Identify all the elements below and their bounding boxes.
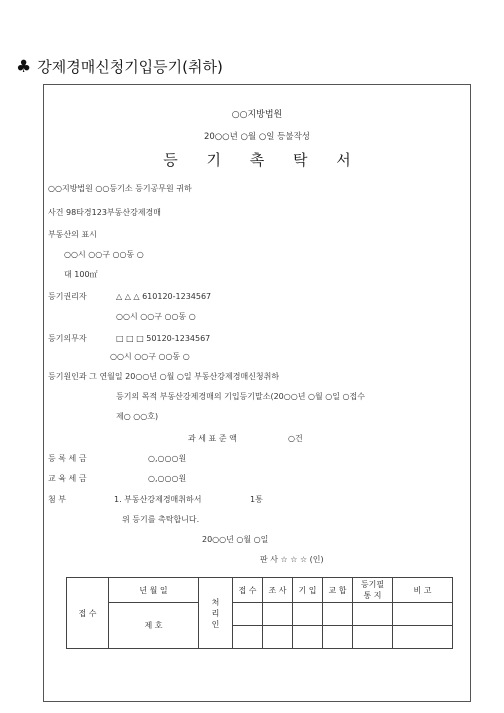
rights-holder-address: ○○시 ○○구 ○○동 ○ — [116, 312, 196, 321]
table-cell — [353, 603, 393, 626]
processor-header — [199, 578, 233, 649]
judge-signature: 판 사 ☆ ☆ ☆ (인) — [260, 555, 324, 564]
notice-line: 등기필 — [360, 580, 385, 589]
table-cell — [393, 603, 453, 626]
table-cell — [293, 603, 323, 626]
document-frame — [43, 84, 471, 702]
court-name: ○○지방법원 — [231, 110, 283, 120]
addressee: ○○지방법원 ○○등기소 등기공무원 귀하 — [48, 184, 192, 193]
table-cell — [263, 603, 293, 626]
obligor-name: □ □ □ 50120-1234567 — [116, 334, 211, 343]
column-notice — [353, 578, 393, 603]
processor-char: 처 — [211, 597, 220, 607]
case-number: 사건 98타경123부동산강제경매 — [48, 208, 161, 217]
registration-purpose-cont: 제○ ○○호) — [116, 412, 159, 421]
date-header: 년 월 일 — [109, 578, 199, 603]
table-cell — [233, 626, 263, 649]
registration-tax-value: ○,○○○원 — [148, 454, 187, 463]
page-heading-title: 강제경매신청기입등기(취하) — [37, 58, 223, 76]
registry-processing-table — [66, 577, 453, 649]
column-review: 조 사 — [263, 578, 293, 603]
obligor-address: ○○시 ○○구 ○○동 ○ — [110, 352, 190, 361]
table-cell — [393, 626, 453, 649]
table-cell — [293, 626, 323, 649]
tax-base-label: 과 세 표 준 액 — [188, 434, 237, 443]
tax-base-value: ○건 — [288, 434, 303, 443]
registration-purpose: 등기의 목적 부동산강제경매의 기입등기말소(20○○년 ○월 ○일 ○접수 — [116, 392, 365, 401]
page-heading — [16, 56, 223, 77]
column-receipt: 접 수 — [233, 578, 263, 603]
table-cell — [323, 626, 353, 649]
rights-holder-name: △ △ △ 610120-1234567 — [116, 292, 212, 301]
processor-char: 리 — [211, 608, 220, 618]
table-cell — [263, 626, 293, 649]
request-statement: 위 등기를 촉탁합니다. — [122, 515, 200, 524]
column-check: 교 합 — [323, 578, 353, 603]
registration-cause: 등기원인과 그 연월일 20○○년 ○월 ○일 부동산강제경매신청취하 — [48, 372, 280, 381]
obligor-label: 등기의무자 — [48, 334, 87, 343]
rights-holder-label: 등기권리자 — [48, 292, 87, 301]
notice-line: 통 지 — [363, 591, 382, 600]
attachment-count: 1통 — [250, 495, 263, 504]
processor-char: 인 — [211, 619, 220, 629]
property-area: 대 100㎡ — [64, 270, 98, 279]
table-cell — [353, 626, 393, 649]
property-address: ○○시 ○○구 ○○동 ○ — [64, 250, 144, 259]
registration-tax-label: 등 록 세 금 — [48, 454, 87, 463]
attachment-label: 첨 부 — [48, 495, 66, 504]
request-date: 20○○년 ○월 ○일 — [202, 535, 269, 544]
column-remarks: 비 고 — [393, 578, 453, 603]
education-tax-label: 교 육 세 금 — [48, 474, 87, 483]
property-label: 부동산의 표시 — [48, 230, 97, 239]
written-date: 20○○년 ○월 ○일 등불작성 — [203, 132, 311, 142]
column-entry: 기 입 — [293, 578, 323, 603]
club-icon: ♣ — [16, 57, 32, 77]
education-tax-value: ○,○○○원 — [148, 474, 187, 483]
number-header: 제 호 — [109, 603, 199, 649]
table-cell — [233, 603, 263, 626]
receipt-header: 접 수 — [67, 578, 109, 649]
attachment-item: 1. 부동산강제경매취하서 — [114, 495, 202, 504]
document-title: 등 기 촉 탁 서 — [163, 151, 363, 169]
table-cell — [323, 603, 353, 626]
